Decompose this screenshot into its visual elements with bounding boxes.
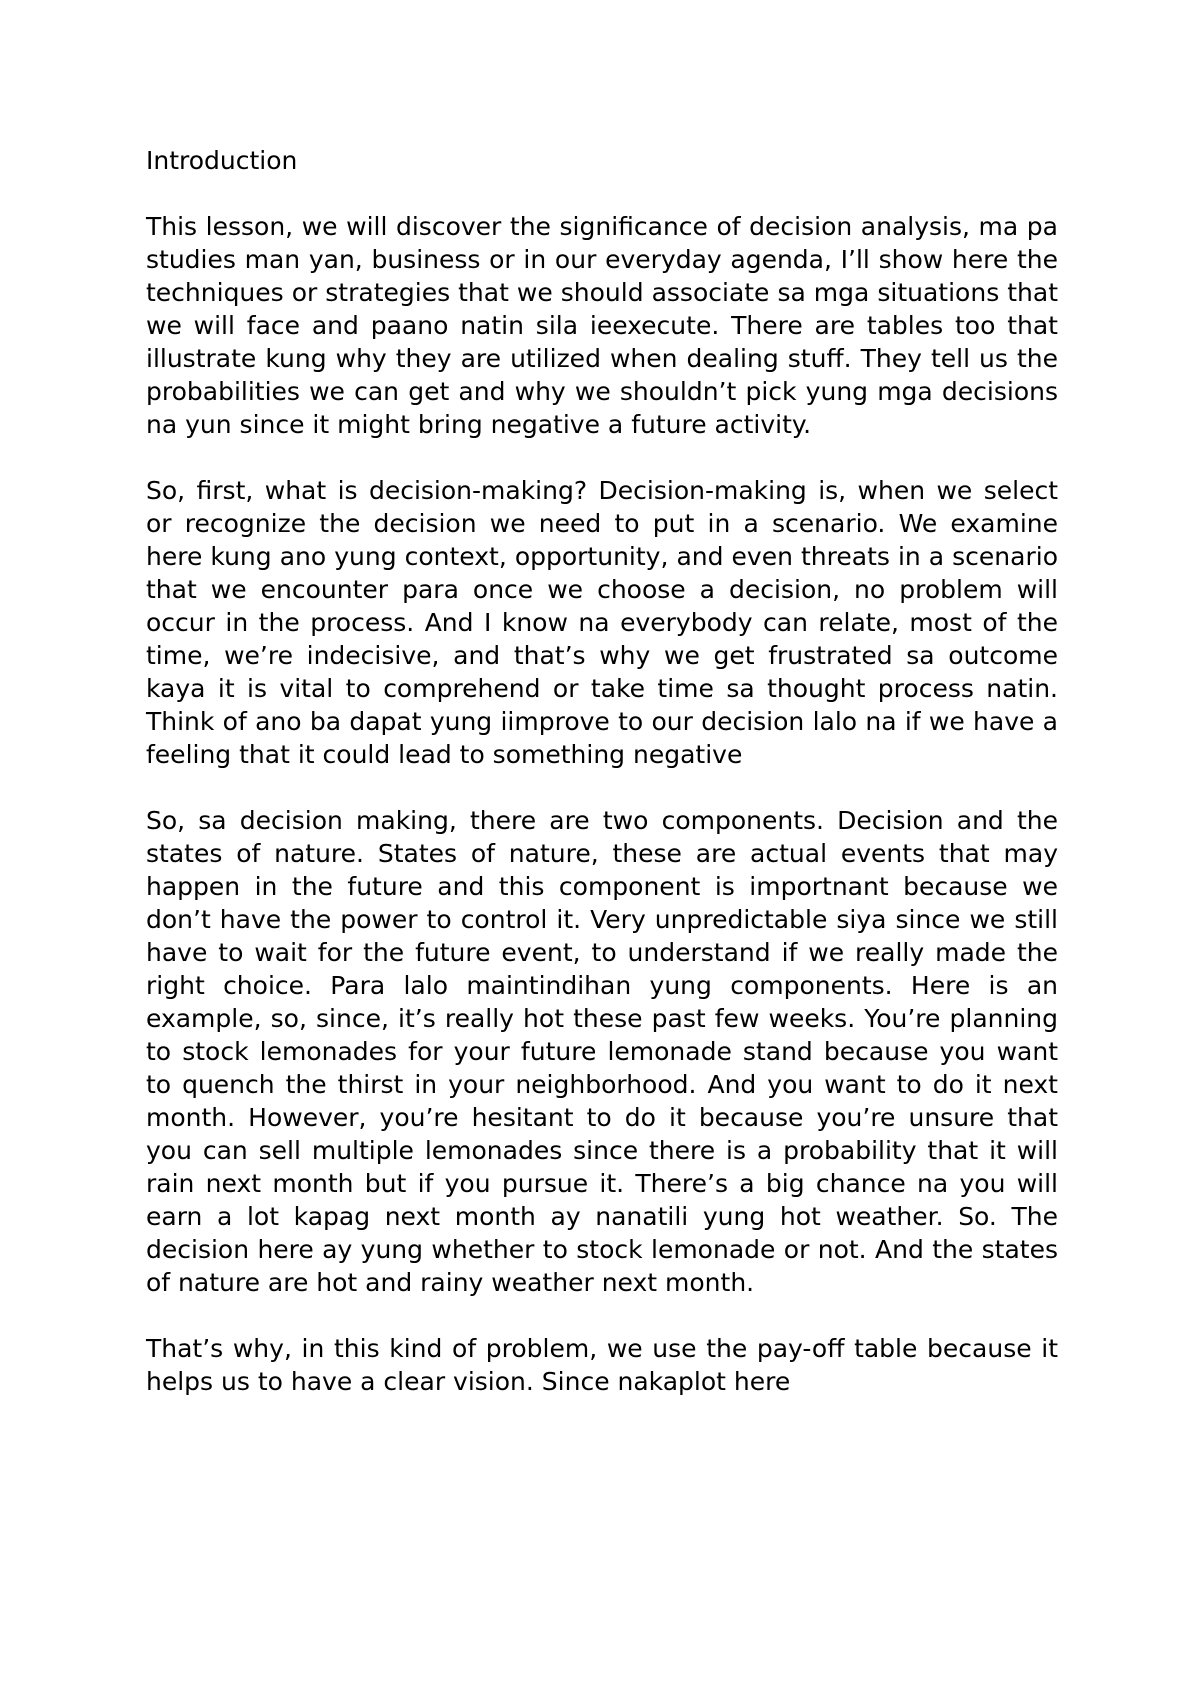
document-heading: Introduction (146, 146, 298, 175)
paragraph-components: So, sa decision making, there are two components. Decision and the states of nature. States of nature, these are actual events that may happen in the future and this component is importnant because we don’t have the power to control it. Very unpredictable siya since we still have to wait for the future event, to understand if we really made the right choice. Para lalo maintindihan yung components. Here is an example, so, since, it’s really hot these past few weeks. You’re planning to stock lemonades for your future lemonade stand because you want to quench the thirst in your neighborhood. And you want to do it next month. However, you’re hesitant to do it because you’re unsure that you can sell multiple lemonades since there is a probability that it will rain next month but if you pursue it. There’s a big chance na you will earn a lot kapag next month ay nanatili yung hot weather. So. The decision here ay yung whether to stock lemonade or not. And the states of nature are hot and rainy weather next month. (146, 806, 1058, 1297)
paragraph-intro: This lesson, we will discover the significance of decision analysis, ma pa studies man yan, business or in our everyday agenda, I’ll show here the techniques or strategies that we should associate sa mga situations that we will face and paano natin sila ieexecute. There are tables too that illustrate kung why they are utilized when dealing stuff. They tell us the probabilities we can get and why we shouldn’t pick yung mga decisions na yun since it might bring negative a future activity. (146, 212, 1058, 439)
paragraph-payoff-table: That’s why, in this kind of problem, we use the pay-off table because it helps us to have a clear vision. Since nakaplot here (146, 1334, 1058, 1396)
document-body (146, 144, 1058, 1431)
paragraph-decision-making: So, first, what is decision-making? Decision-making is, when we select or recognize the decision we need to put in a scenario. We examine here kung ano yung context, opportunity, and even threats in a scenario that we encounter para once we choose a decision, no problem will occur in the process. And I know na everybody can relate, most of the time, we’re indecisive, and that’s why we get frustrated sa outcome kaya it is vital to comprehend or take time sa thought process natin. Think of ano ba dapat yung iimprove to our decision lalo na if we have a feeling that it could lead to something negative (146, 476, 1058, 769)
